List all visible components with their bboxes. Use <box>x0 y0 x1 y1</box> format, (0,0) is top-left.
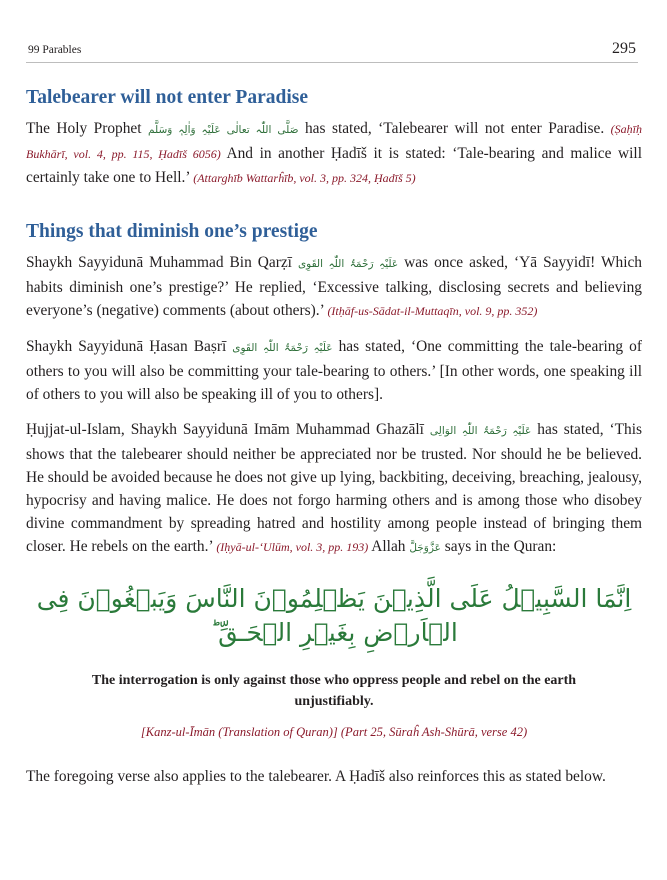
text: Shaykh Sayyidunā Muhammad Bin Qarẓī <box>26 254 298 271</box>
honorific-text: عَلَیْہِ رَحْمَۃُ اللّٰہِ القَوِی <box>297 258 399 270</box>
verse-translation: The interrogation is only against those who oppress people and rebel on the earth unjustifiably. <box>91 673 577 709</box>
spacer <box>26 323 642 335</box>
page-number: 295 <box>612 40 636 57</box>
text: has stated, ‘This shows that the talebearer should neither be appreciated nor be trusted. Nor should he be believed. He should be avoided because he does not give up lying, backbiting, deceiving, breaching, jealousy, hypocrisy and having malice. He does not forgo harming others and is among those who disobey divine commandment by spreading hatred and hostility among people instead of bringing them closer. He rebels on the earth.’ <box>26 421 643 555</box>
citation: (Itḥāf-us-Sādat-il-Muttaqīn, vol. 9, pp. 352) <box>327 304 538 318</box>
text: The Holy Prophet <box>26 120 148 137</box>
paragraph-basri <box>26 335 642 406</box>
page-content <box>26 86 642 788</box>
honorific-text: صَلَّی اللّٰہ تعالٰی عَلَیْہِ وَاٰلِہٖ وَسَلَّم <box>147 124 299 136</box>
text: says in the Quran: <box>440 538 557 555</box>
text: has stated, ‘Talebearer will not enter Paradise. <box>298 120 611 137</box>
honorific-text: عَلَیْہِ رَحْمَۃُ اللّٰہِ الوَالِی <box>429 425 532 437</box>
spacer <box>26 741 642 765</box>
spacer <box>26 190 642 220</box>
honorific-text: عَزَّوَجَلَّ <box>409 542 441 554</box>
paragraph-ghazali <box>26 418 642 560</box>
citation: (Attarghīb Wattarĥīb, vol. 3, pp. 324, Ḥadīš 5) <box>193 171 416 185</box>
section-heading-prestige: Things that diminish one’s prestige <box>26 221 318 242</box>
spacer <box>26 406 642 418</box>
citation: (Ṣaḥīḥ Bukhārī, vol. 4, pp. 115, Ḥadīš 6056) <box>26 122 642 161</box>
paragraph-qarzi <box>26 251 642 323</box>
text: Ḥujjat-ul-Islam, Shaykh Sayyidunā Imām Muhammad Ghazālī <box>26 421 430 438</box>
text: was once asked, ‘Yā Sayyidī! Which habits diminish one’s prestige?’ He replied, ‘Excessive talking, disclosing secrets and believing everyone’s (negative) comments (about others).’ <box>26 254 642 319</box>
section-heading-talebearer: Talebearer will not enter Paradise <box>26 87 308 108</box>
paragraph-closing: The foregoing verse also applies to the talebearer. A Ḥadīš also reinforces this as stated below. <box>26 768 606 785</box>
text: Shaykh Sayyidunā Ḥasan Baṣrī <box>26 338 233 355</box>
text: Allah <box>368 538 410 555</box>
quran-verse: اِنَّمَا السَّبِيۡلُ عَلَى الَّذِيۡنَ يَظۡلِمُوۡنَ النَّاسَ وَيَبۡغُوۡنَ فِى الۡاَرۡضِ بِغَيۡرِ الۡحَـقِّ ؕ <box>36 584 632 647</box>
text: And in another Ḥadīš it is stated: ‘Tale-bearing and malice will certainly take one to Hell.’ <box>26 145 642 186</box>
running-title: 99 Parables <box>28 44 82 56</box>
honorific-text: عَلَیْہِ رَحْمَۃُ اللّٰہِ القَوِی <box>232 342 333 354</box>
citation: (Iḥyā-ul-‘Ulūm, vol. 3, pp. 193) <box>216 540 369 554</box>
text: has stated, ‘One committing the tale-bearing of others to you will also be committing your tale-bearing to others.’ [In other words, one speaking ill of others to you will also be speaking ill of you to others]. <box>26 338 642 403</box>
page-header <box>26 40 638 63</box>
verse-citation: [Kanz-ul-Īmān (Translation of Quran)] (Part 25, Sūraĥ Ash-Shūrā, verse 42) <box>140 725 528 739</box>
paragraph-talebearer <box>26 117 642 190</box>
